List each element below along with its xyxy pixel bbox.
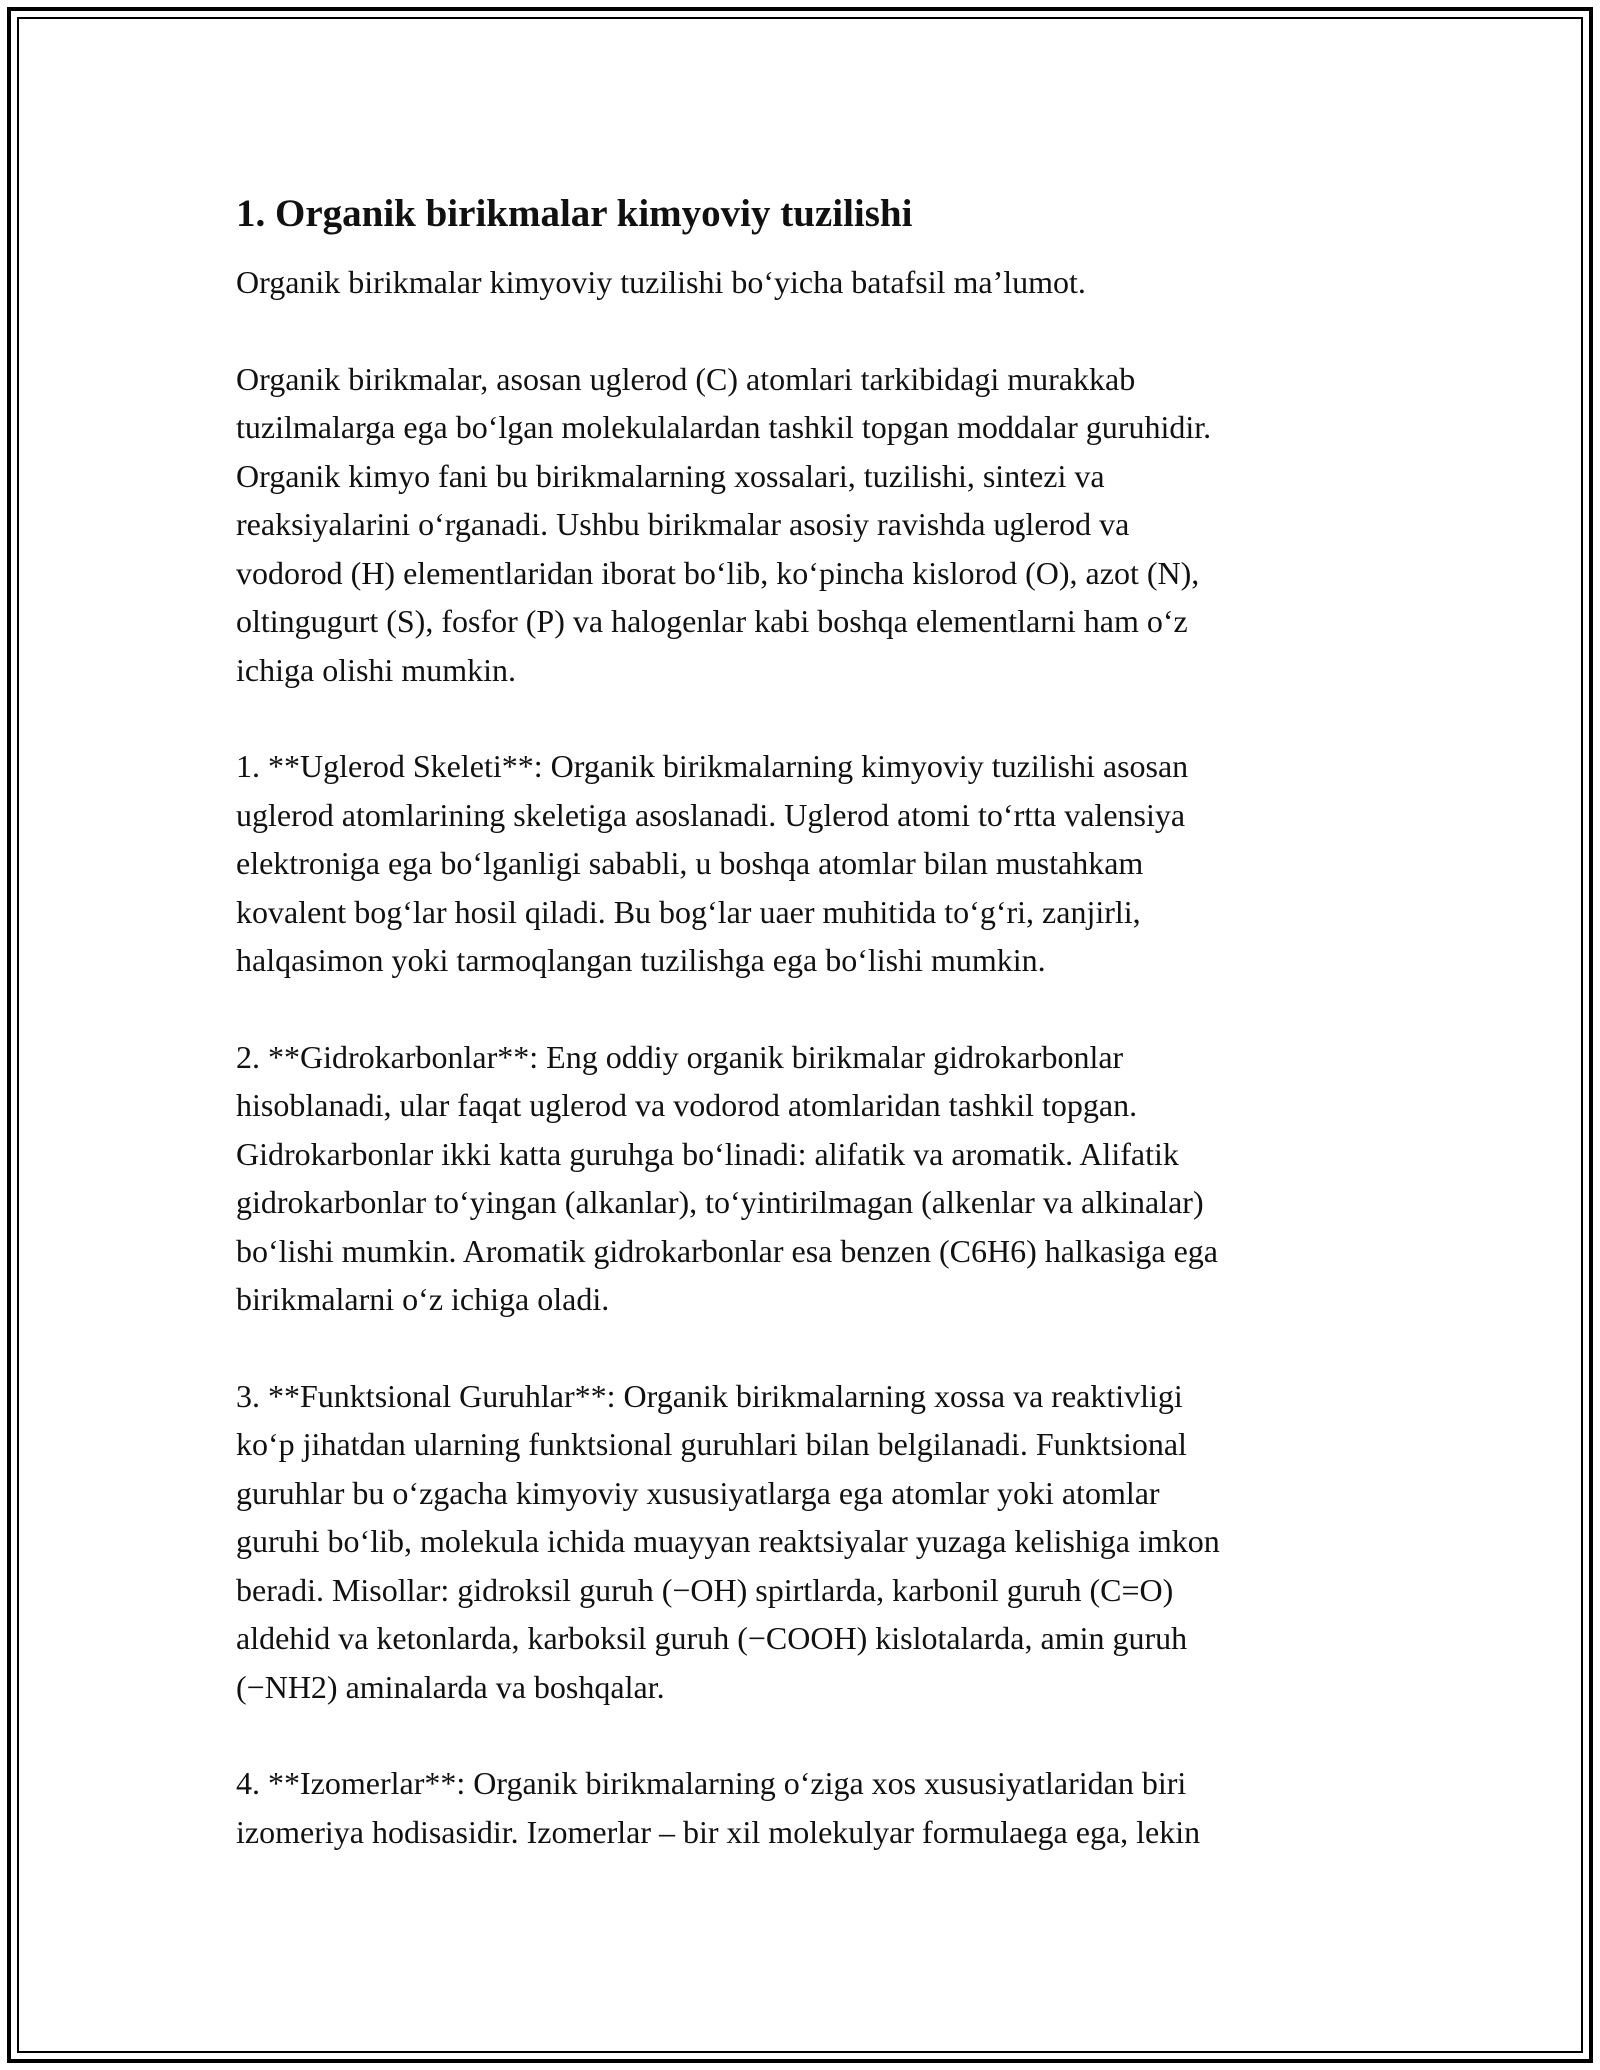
document-body (236, 188, 1386, 1904)
paragraph-hydrocarbons: 2. **Gidrokarbonlar**: Eng oddiy organik birikmalar gidrokarbonlar hisoblanadi, ular faqat uglerod va vodorod atomlaridan tashkil topgan. Gidrokarbonlar ikki katta guruhga bo‘linadi: alifatik va aromatik. Alifatik gidrokarbonlar to‘yingan (alkanlar), to‘yintirilmagan (alkenlar va alkinalar) bo‘lishi mumkin. Aromatik gidrokarbonlar esa benzen (C6H6) halkasiga ega birikmalarni o‘z ichiga oladi. (236, 1038, 1218, 1317)
paragraph-isomers: 4. **Izomerlar**: Organik birikmalarning o‘ziga xos xususiyatlaridan biri izomeriya hodisasidir. Izomerlar – bir xil molekulyar formulaega ega, lekin (236, 1765, 1201, 1850)
intro-paragraph: Organik birikmalar kimyoviy tuzilishi bo‘yicha batafsil ma’lumot. (236, 264, 1086, 300)
paragraph-functional-groups: 3. **Funktsional Guruhlar**: Organik birikmalarning xossa va reaktivligi ko‘p jihatdan ularning funktsional guruhlari bilan belgilanadi. Funktsional guruhlar bu o‘zgacha kimyoviy xususiyatlarga ega atomlar yoki atomlar guruhi bo‘lib, molekula ichida muayyan reaktsiyalar yuzaga kelishiga imkon beradi. Misollar: gidroksil guruh (−OH) spirtlarda, karbonil guruh (C=O) aldehid va ketonlarda, karboksil guruh (−COOH) kislotalarda, amin guruh (−NH2) aminalarda va boshqalar. (236, 1377, 1220, 1705)
paragraph-carbon-skeleton: 1. **Uglerod Skeleti**: Organik birikmalarning kimyoviy tuzilishi asosan uglerod atomlarining skeletiga asoslanadi. Uglerod atomi to‘rtta valensiya elektroniga ega bo‘lganligi sababli, u boshqa atomlar bilan mustahkam kovalent bog‘lar hosil qiladi. Bu bog‘lar uaer muhitida to‘g‘ri, zanjirli, halqasimon yoki tarmoqlangan tuzilishga ega bo‘lishi mumkin. (236, 748, 1189, 978)
paragraph-overview: Organik birikmalar, asosan uglerod (C) atomlari tarkibidagi murakkab tuzilmalarga ega bo‘lgan molekulalardan tashkil topgan moddalar guruhidir. Organik kimyo fani bu birikmalarning xossalari, tuzilishi, sintezi va reaksiyalarini o‘rganadi. Ushbu birikmalar asosiy ravishda uglerod va vodorod (H) elementlaridan iborat bo‘lib, ko‘pincha kislorod (O), azot (N), oltingugurt (S), fosfor (P) va halogenlar kabi boshqa elementlarni ham o‘z ichiga olishi mumkin. (236, 360, 1212, 688)
document-heading: 1. Organik birikmalar kimyoviy tuzilishi (236, 192, 913, 235)
